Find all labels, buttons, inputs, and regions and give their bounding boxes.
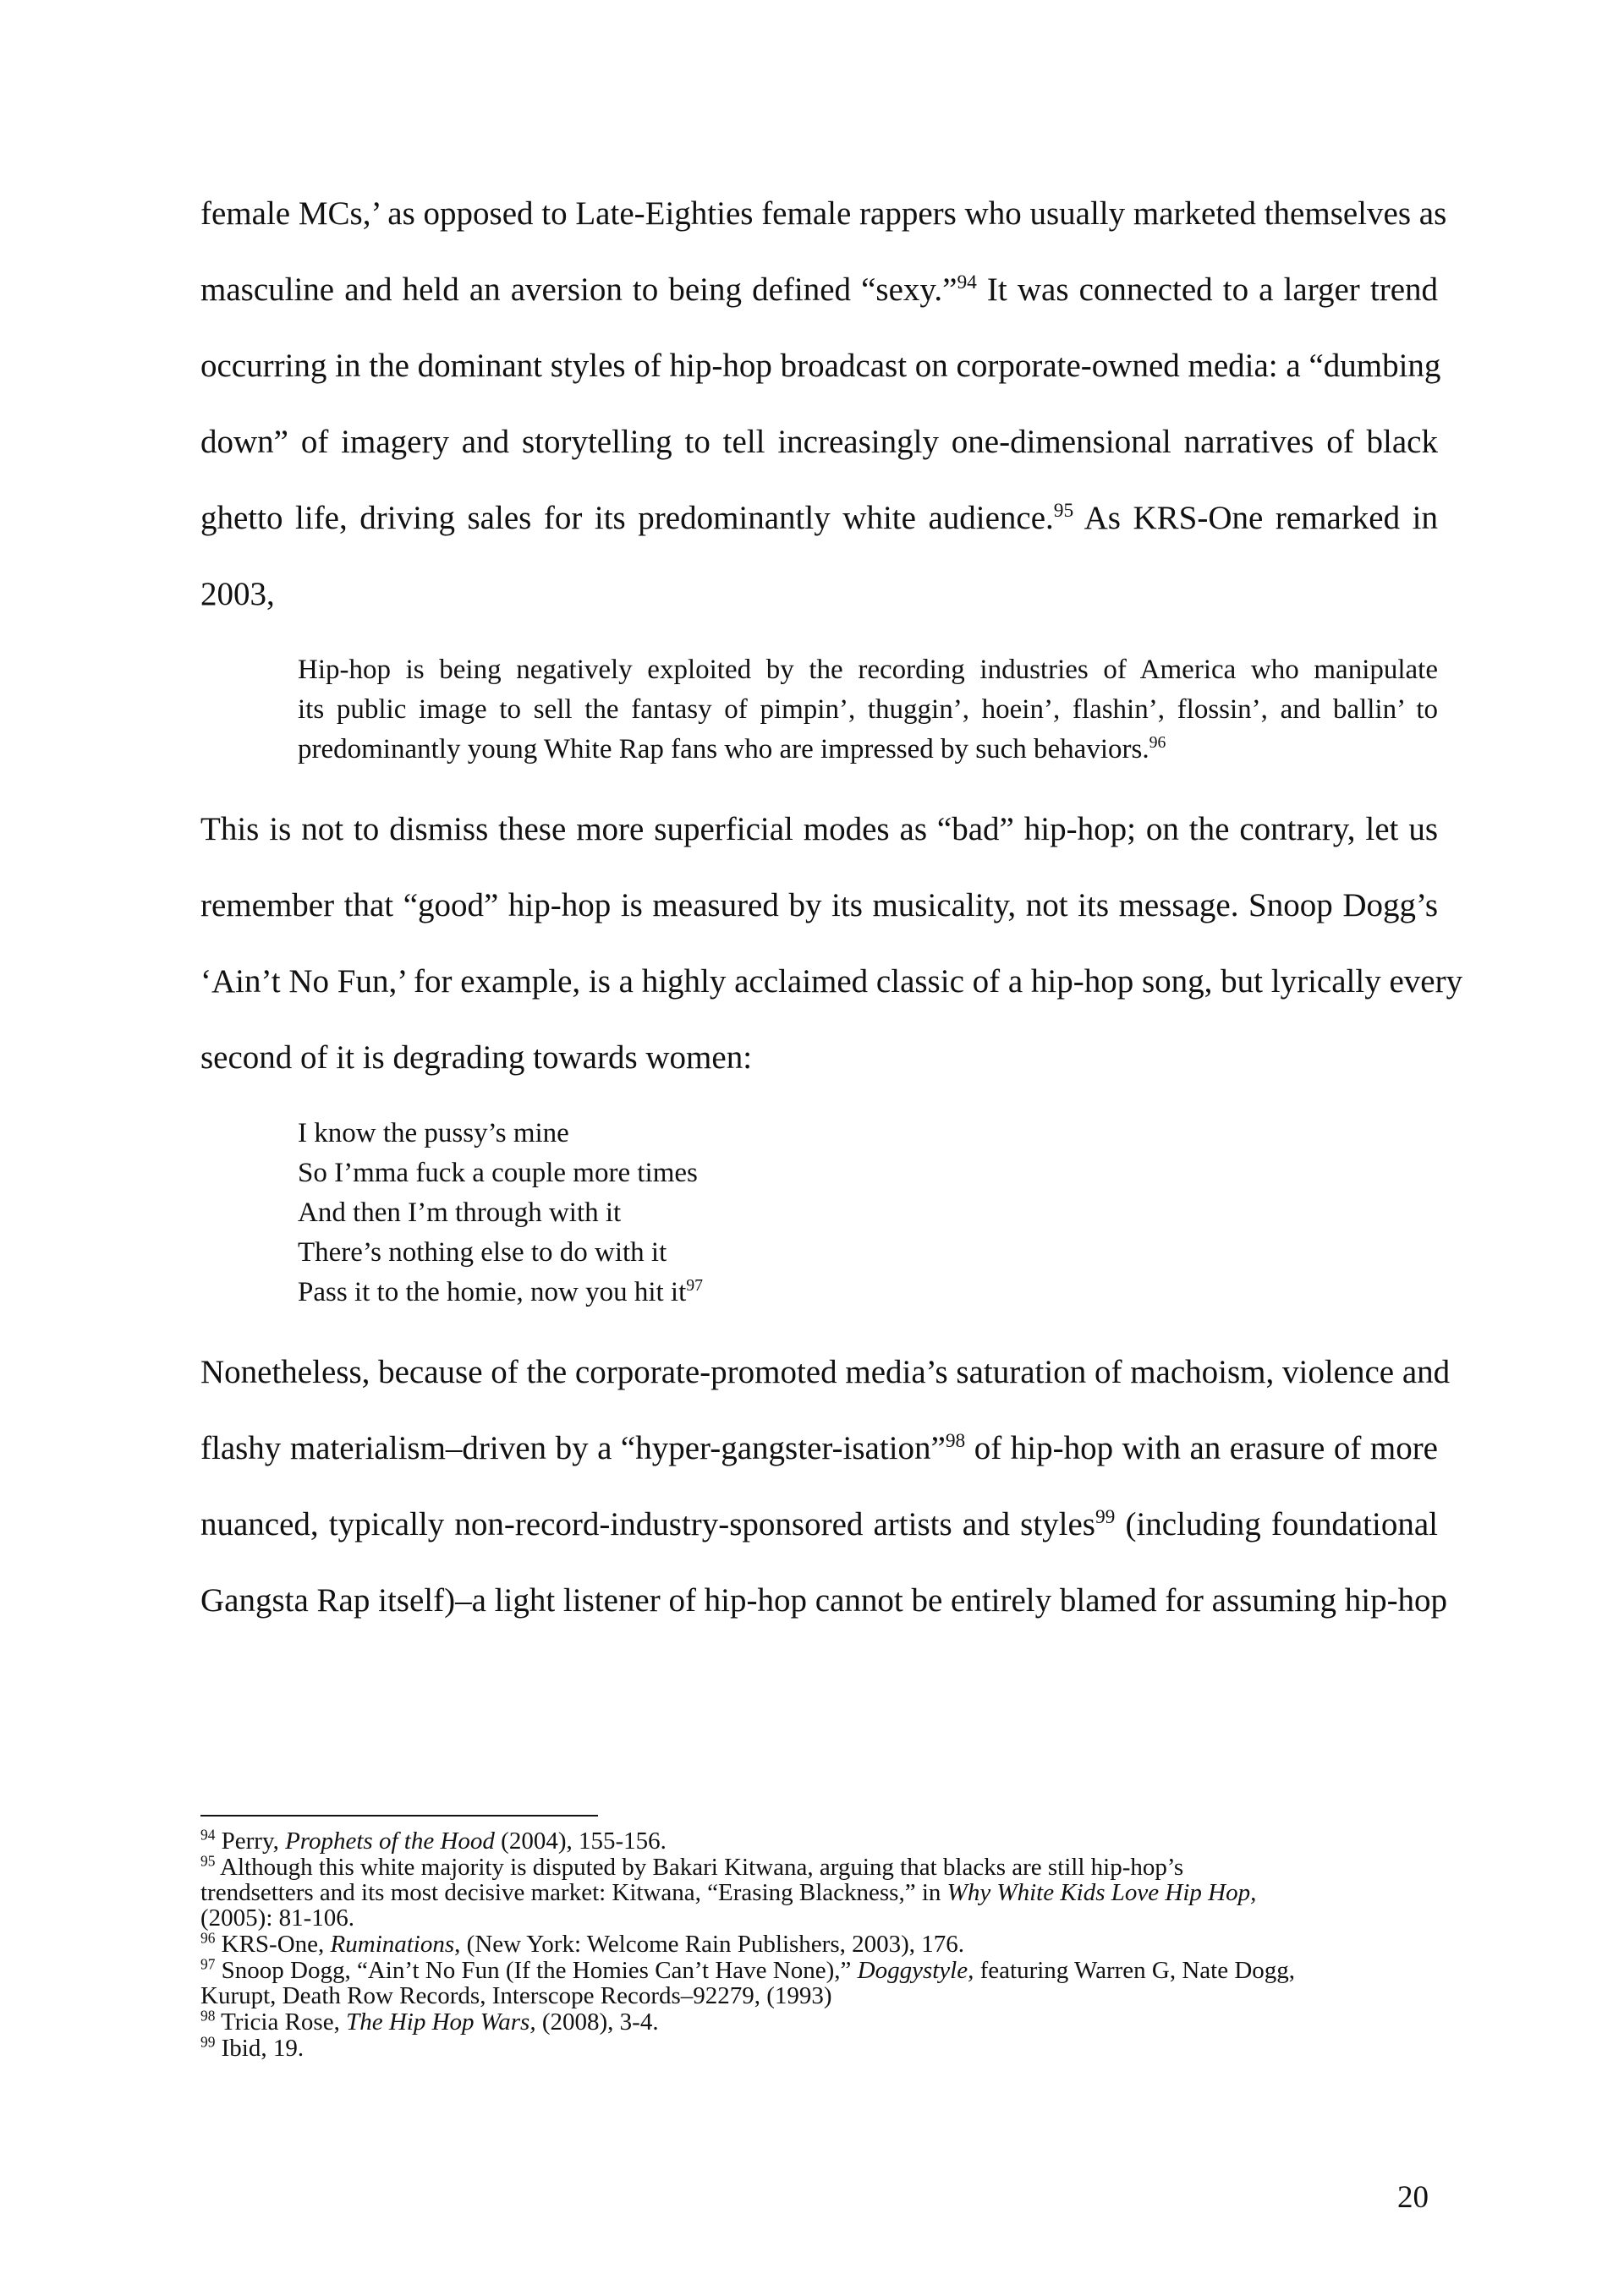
footnote-94: $^{94}$ Perry, Prophets of the Hood (2004), 155-156.: [200, 1826, 667, 1855]
footnote-96: $^{96}$ KRS-One, Ruminations, (New York: Welcome Rain Publishers, 2003), 176.: [200, 1929, 965, 1958]
lyric-line: Pass it to the homie, now you hit $it^{97}$: [298, 1276, 704, 1307]
footnote-ref-96[interactable]: 96: [1149, 733, 1166, 752]
body-line: ‘Ain’t No Fun,’ for example, is a highly acclaimed classic of a hip-hop song, but lyrically every: [200, 963, 1463, 1000]
body-line: This is not to dismiss these more superficial modes as “bad” hip-hop; on the contrary, let us: [200, 811, 1438, 847]
footnote-ref-98[interactable]: 98: [945, 1430, 966, 1452]
footnote-99: $^{99}$ Ibid, 19.: [200, 2033, 304, 2062]
footnote-98: $^{98}$ Tricia Rose, The Hip Hop Wars, (2008), 3-4.: [200, 2007, 659, 2036]
quote-line: its public image to sell the fantasy of pimpin’, thuggin’, hoein’, flashin’, flossin’, and ballin’ to: [298, 694, 1438, 725]
lyric-line: There’s nothing else to do with it: [298, 1237, 667, 1268]
lyric-line: And then I’m through with it: [298, 1197, 622, 1228]
body-line: remember that “good” hip-hop is measured by its musicality, not its message. Snoop Dogg’s: [200, 887, 1438, 923]
lyric-line: So I’mma fuck a couple more times: [298, 1158, 698, 1188]
body-line: nuanced, typically non-record-industry-sponsored artists and styles$^{99}$ (including foundational: [200, 1506, 1438, 1543]
body-line: second of it is degrading towards women:: [200, 1039, 753, 1076]
body-line: down” of imagery and storytelling to tell increasingly one-dimensional narratives of black: [200, 424, 1438, 460]
footnote-ref-97[interactable]: 97: [686, 1276, 704, 1295]
body-line: Gangsta Rap itself)–a light listener of hip-hop cannot be entirely blamed for assuming hip-hop: [200, 1582, 1448, 1619]
footnote-97-line-2: Kurupt, Death Row Records, Interscope Records–92279, (1993): [200, 1982, 832, 2009]
footnote-95-line-2: trendsetters and its most decisive market: Kitwana, “Erasing Blackness,” in Why White Kids Love Hip Hop,: [200, 1879, 1257, 1906]
page-number: 20: [1397, 2180, 1429, 2215]
footnote-97: $^{97}$ Snoop Dogg, “Ain’t No Fun (If the Homies Can’t Have None),” Doggystyle, featuring Warren G, Nate Dogg,: [200, 1955, 1296, 1984]
body-line: flashy materialism–driven by a “hyper-gangster-isation”$^{98}$ of hip-hop with an erasure of more: [200, 1430, 1438, 1466]
footnote-separator: [200, 1815, 598, 1817]
body-line: 2003,: [200, 576, 275, 612]
footnote-ref-95[interactable]: 95: [1053, 500, 1074, 522]
lyric-line: I know the pussy’s mine: [298, 1118, 569, 1148]
footnote-ref-94[interactable]: 94: [957, 271, 977, 293]
quote-line: predominantly young White Rap fans who are impressed by such behaviors.$^{96}$: [298, 733, 1166, 764]
quote-line: Hip-hop is being negatively exploited by the recording industries of America who manipulate: [298, 655, 1438, 685]
body-line: female MCs,’ as opposed to Late-Eighties female rappers who usually marketed themselves as: [200, 195, 1447, 232]
body-line: ghetto life, driving sales for its predominantly white audience.$^{95}$ As KRS-One remarked in: [200, 500, 1438, 536]
body-line: occurring in the dominant styles of hip-hop broadcast on corporate-owned media: a “dumbing: [200, 348, 1441, 384]
footnote-ref-99[interactable]: 99: [1095, 1506, 1116, 1528]
footnote-95: $^{95}$ Although this white majority is disputed by Bakari Kitwana, arguing that blacks are still hip-hop’s: [200, 1852, 1184, 1881]
body-line: Nonetheless, because of the corporate-promoted media’s saturation of machoism, violence and: [200, 1354, 1451, 1390]
footnote-95-line-3: (2005): 81-106.: [200, 1904, 355, 1932]
body-line: masculine and held an aversion to being defined “sexy.”$^{94}$ It was connected to a larger trend: [200, 271, 1439, 308]
